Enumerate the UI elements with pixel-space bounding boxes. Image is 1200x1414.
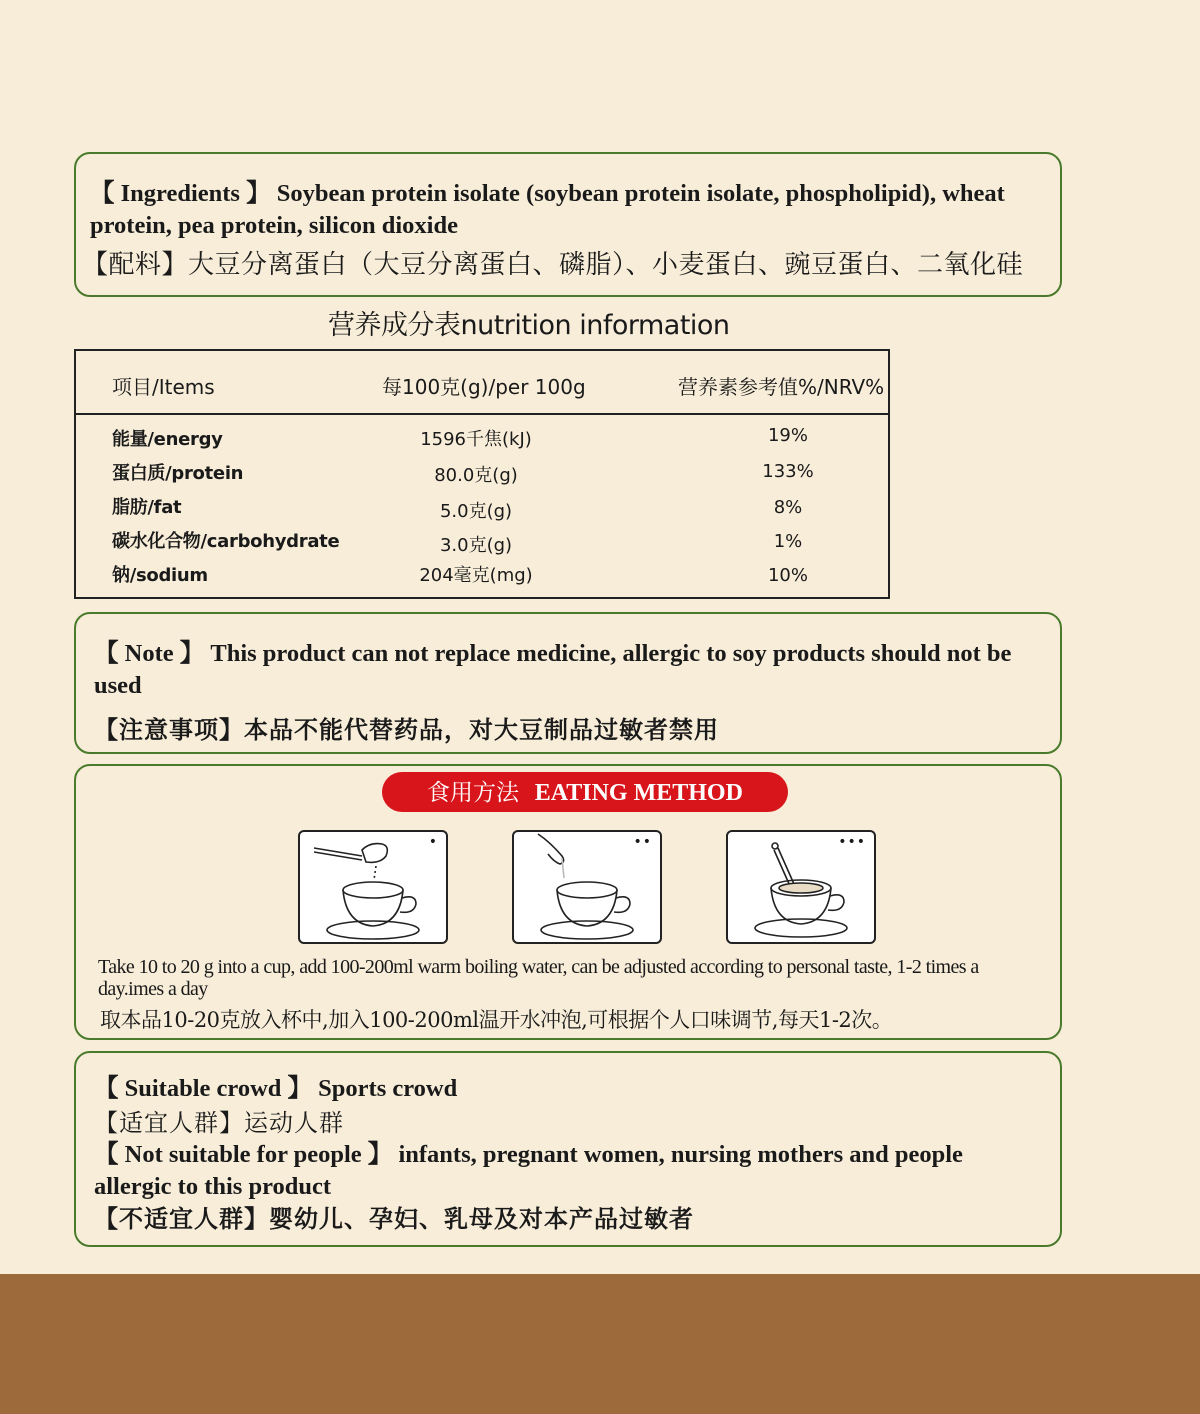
row-nrv: 19%: [767, 425, 808, 446]
table-row: [76, 425, 888, 459]
banner-zh: 食用方法: [427, 780, 520, 806]
method-en: Take 10 to 20 g into a cup, add 100-200ml warm boiling water, can be adjusted according to personal taste, 1-2 times a day.imes a day: [98, 956, 979, 1000]
suitable-crowd-en: [94, 1069, 457, 1104]
row-nrv: 10%: [767, 565, 808, 586]
ingredients-box: [74, 152, 1062, 297]
row-item: 钠/sodium: [112, 565, 208, 586]
header-per100: 每100克(g)/per 100g: [382, 375, 586, 399]
not-suitable-en: [94, 1139, 1042, 1203]
scoop-powder-cup-icon: [300, 832, 450, 946]
row-nrv: 133%: [762, 461, 814, 482]
nutrition-title: 营养成分表nutrition information: [328, 310, 730, 341]
step-dots: ••: [633, 834, 652, 850]
suitable-text: Sports crowd: [318, 1075, 458, 1102]
not-suitable-text: infants, pregnant women, nursing mothers and people allergic to this product: [94, 1141, 963, 1200]
step-3: [726, 830, 876, 944]
note-zh: 【注意事项】本品不能代替药品，对大豆制品过敏者禁用: [94, 716, 719, 744]
row-item: 碳水化合物/carbohydrate: [112, 531, 340, 552]
ingredients-zh: 【配料】大豆分离蛋白（大豆分离蛋白、磷脂）、小麦蛋白、豌豆蛋白、二氧化硅: [82, 250, 1024, 280]
step-dots: •: [428, 834, 438, 850]
note-en-text: This product can not replace medicine, allergic to soy products should not be used: [94, 640, 1012, 699]
header-items: 项目/Items: [112, 375, 215, 399]
ingredients-en-label: 【 Ingredients 】: [90, 180, 271, 207]
step-2: [512, 830, 662, 944]
header-nrv: 营养素参考值%/NRV%: [678, 375, 885, 399]
table-row: [76, 459, 888, 493]
table-row: [76, 561, 888, 595]
note-en: [94, 638, 1030, 702]
row-per100: 80.0克(g): [434, 465, 518, 486]
footer-band: [0, 1274, 1200, 1414]
row-nrv: 8%: [773, 497, 803, 518]
note-box: [74, 612, 1062, 754]
stir-cup-icon: [728, 832, 878, 946]
suitable-crowd-zh: 【适宜人群】运动人群: [94, 1109, 344, 1137]
nutrition-table-header: [76, 351, 888, 415]
step-dots: •••: [838, 834, 866, 850]
row-per100: 3.0克(g): [439, 535, 513, 556]
ingredients-en: [90, 178, 1040, 242]
suitable-label: 【 Suitable crowd 】: [94, 1075, 313, 1102]
crowd-box: [74, 1051, 1062, 1247]
table-row: [76, 527, 888, 561]
row-per100: 5.0克(g): [439, 501, 513, 522]
row-item: 蛋白质/protein: [112, 463, 244, 484]
row-per100: 204毫克(mg): [419, 565, 533, 586]
step-1: [298, 830, 448, 944]
eating-method-box: [74, 764, 1062, 1040]
not-suitable-zh: 【不适宜人群】婴幼儿、孕妇、乳母及对本产品过敏者: [94, 1205, 694, 1233]
row-item: 能量/energy: [112, 429, 223, 450]
row-nrv: 1%: [773, 531, 803, 552]
banner-en: EATING METHOD: [534, 780, 743, 806]
row-per100: 1596千焦(kJ): [420, 429, 532, 450]
table-row: [76, 493, 888, 527]
eating-method-banner: [382, 772, 788, 812]
nutrition-table: [74, 349, 890, 599]
not-suitable-label: 【 Not suitable for people 】: [94, 1141, 393, 1168]
row-item: 脂肪/fat: [112, 497, 182, 518]
ingredients-en-text: Soybean protein isolate (soybean protein isolate, phospholipid), wheat protein, pea protein, silicon dioxide: [90, 180, 1005, 239]
method-zh: 取本品10-20克放入杯中,加入100-200ml温开水冲泡,可根据个人口味调节,每天1-2次。: [100, 1008, 893, 1032]
pour-water-cup-icon: [514, 832, 664, 946]
note-en-label: 【 Note 】: [94, 640, 205, 667]
